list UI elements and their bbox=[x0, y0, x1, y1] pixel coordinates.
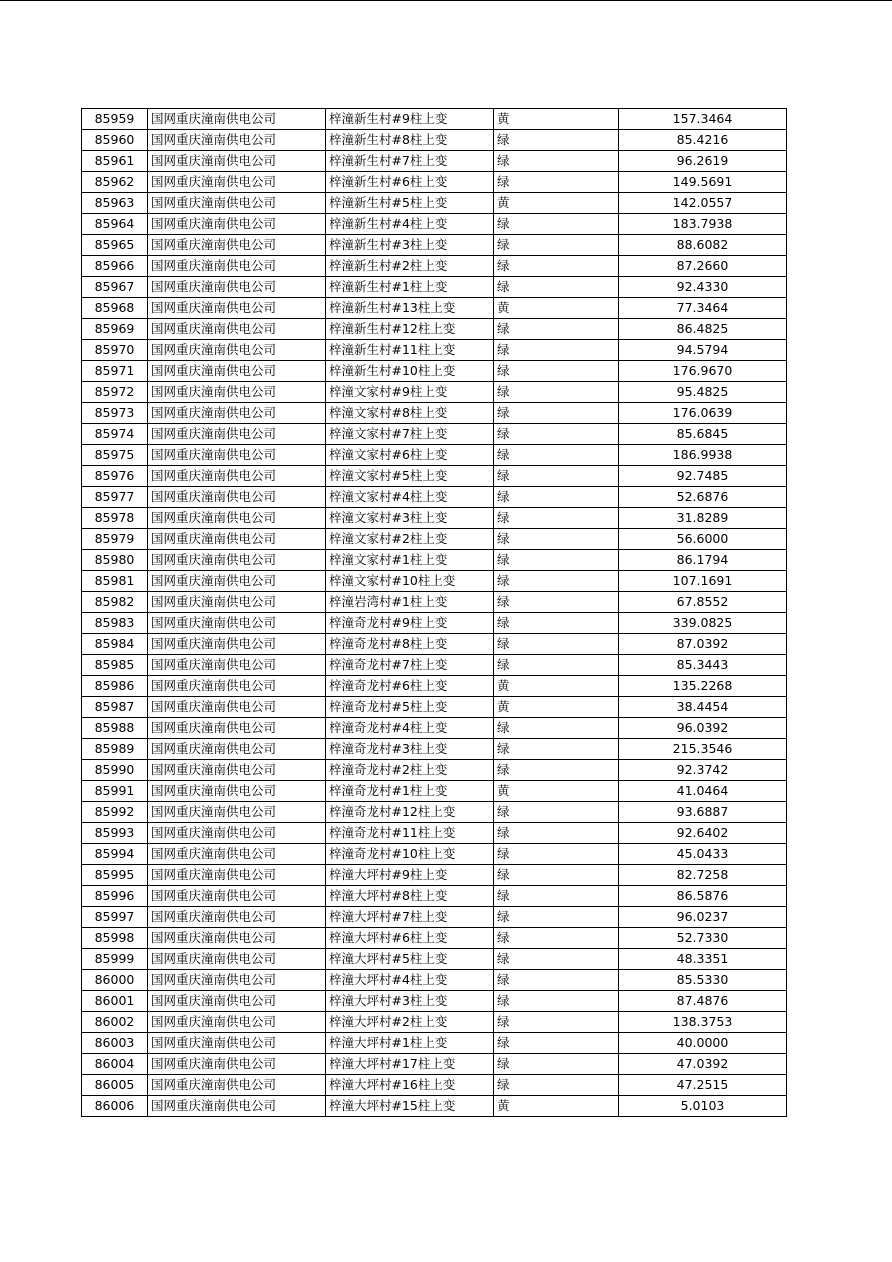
cell-status: 绿 bbox=[494, 550, 619, 571]
table-row bbox=[82, 235, 787, 256]
cell-status: 绿 bbox=[494, 319, 619, 340]
cell-id: 86006 bbox=[82, 1096, 148, 1117]
cell-transformer-name: 梓潼文家村#10柱上变 bbox=[326, 571, 494, 592]
table-row bbox=[82, 844, 787, 865]
cell-transformer-name: 梓潼文家村#8柱上变 bbox=[326, 403, 494, 424]
cell-value: 45.0433 bbox=[619, 844, 787, 865]
cell-id: 85961 bbox=[82, 151, 148, 172]
cell-org: 国网重庆潼南供电公司 bbox=[148, 865, 326, 886]
cell-org: 国网重庆潼南供电公司 bbox=[148, 319, 326, 340]
cell-id: 85982 bbox=[82, 592, 148, 613]
cell-transformer-name: 梓潼新生村#1柱上变 bbox=[326, 277, 494, 298]
cell-org: 国网重庆潼南供电公司 bbox=[148, 886, 326, 907]
cell-org: 国网重庆潼南供电公司 bbox=[148, 571, 326, 592]
cell-value: 149.5691 bbox=[619, 172, 787, 193]
cell-status: 绿 bbox=[494, 592, 619, 613]
cell-value: 92.4330 bbox=[619, 277, 787, 298]
cell-status: 绿 bbox=[494, 214, 619, 235]
cell-transformer-name: 梓潼文家村#9柱上变 bbox=[326, 382, 494, 403]
cell-transformer-name: 梓潼新生村#9柱上变 bbox=[326, 109, 494, 130]
cell-id: 86002 bbox=[82, 1012, 148, 1033]
cell-org: 国网重庆潼南供电公司 bbox=[148, 991, 326, 1012]
cell-id: 85994 bbox=[82, 844, 148, 865]
table-row bbox=[82, 151, 787, 172]
cell-org: 国网重庆潼南供电公司 bbox=[148, 655, 326, 676]
cell-value: 92.3742 bbox=[619, 760, 787, 781]
cell-id: 85976 bbox=[82, 466, 148, 487]
cell-value: 94.5794 bbox=[619, 340, 787, 361]
cell-transformer-name: 梓潼奇龙村#1柱上变 bbox=[326, 781, 494, 802]
cell-org: 国网重庆潼南供电公司 bbox=[148, 529, 326, 550]
cell-transformer-name: 梓潼新生村#5柱上变 bbox=[326, 193, 494, 214]
cell-transformer-name: 梓潼奇龙村#10柱上变 bbox=[326, 844, 494, 865]
cell-transformer-name: 梓潼文家村#3柱上变 bbox=[326, 508, 494, 529]
cell-value: 85.3443 bbox=[619, 655, 787, 676]
table-row bbox=[82, 277, 787, 298]
table-row bbox=[82, 718, 787, 739]
cell-status: 绿 bbox=[494, 823, 619, 844]
cell-status: 绿 bbox=[494, 445, 619, 466]
cell-status: 绿 bbox=[494, 865, 619, 886]
cell-transformer-name: 梓潼奇龙村#4柱上变 bbox=[326, 718, 494, 739]
cell-org: 国网重庆潼南供电公司 bbox=[148, 970, 326, 991]
cell-value: 40.0000 bbox=[619, 1033, 787, 1054]
cell-value: 135.2268 bbox=[619, 676, 787, 697]
cell-id: 85968 bbox=[82, 298, 148, 319]
cell-org: 国网重庆潼南供电公司 bbox=[148, 1012, 326, 1033]
cell-id: 85996 bbox=[82, 886, 148, 907]
cell-transformer-name: 梓潼大坪村#6柱上变 bbox=[326, 928, 494, 949]
cell-transformer-name: 梓潼文家村#4柱上变 bbox=[326, 487, 494, 508]
table-row bbox=[82, 172, 787, 193]
cell-id: 85993 bbox=[82, 823, 148, 844]
table-row bbox=[82, 109, 787, 130]
cell-transformer-name: 梓潼大坪村#17柱上变 bbox=[326, 1054, 494, 1075]
cell-transformer-name: 梓潼新生村#7柱上变 bbox=[326, 151, 494, 172]
cell-status: 绿 bbox=[494, 802, 619, 823]
table-row bbox=[82, 1012, 787, 1033]
cell-id: 85990 bbox=[82, 760, 148, 781]
table-row bbox=[82, 130, 787, 151]
cell-org: 国网重庆潼南供电公司 bbox=[148, 193, 326, 214]
table-row bbox=[82, 613, 787, 634]
cell-status: 黄 bbox=[494, 781, 619, 802]
cell-value: 85.6845 bbox=[619, 424, 787, 445]
cell-value: 142.0557 bbox=[619, 193, 787, 214]
cell-id: 85988 bbox=[82, 718, 148, 739]
cell-transformer-name: 梓潼新生村#2柱上变 bbox=[326, 256, 494, 277]
cell-status: 黄 bbox=[494, 697, 619, 718]
cell-transformer-name: 梓潼奇龙村#8柱上变 bbox=[326, 634, 494, 655]
table-row bbox=[82, 949, 787, 970]
cell-org: 国网重庆潼南供电公司 bbox=[148, 235, 326, 256]
cell-status: 绿 bbox=[494, 466, 619, 487]
cell-transformer-name: 梓潼文家村#1柱上变 bbox=[326, 550, 494, 571]
cell-id: 86005 bbox=[82, 1075, 148, 1096]
table-row bbox=[82, 403, 787, 424]
table-row bbox=[82, 487, 787, 508]
cell-value: 88.6082 bbox=[619, 235, 787, 256]
cell-id: 85999 bbox=[82, 949, 148, 970]
table-row bbox=[82, 1054, 787, 1075]
cell-value: 52.6876 bbox=[619, 487, 787, 508]
cell-transformer-name: 梓潼文家村#7柱上变 bbox=[326, 424, 494, 445]
table-row bbox=[82, 802, 787, 823]
cell-org: 国网重庆潼南供电公司 bbox=[148, 1075, 326, 1096]
cell-status: 绿 bbox=[494, 235, 619, 256]
cell-transformer-name: 梓潼文家村#2柱上变 bbox=[326, 529, 494, 550]
cell-value: 56.6000 bbox=[619, 529, 787, 550]
cell-id: 85966 bbox=[82, 256, 148, 277]
cell-status: 绿 bbox=[494, 970, 619, 991]
table-row bbox=[82, 382, 787, 403]
cell-id: 85963 bbox=[82, 193, 148, 214]
table-row bbox=[82, 445, 787, 466]
cell-value: 86.4825 bbox=[619, 319, 787, 340]
cell-org: 国网重庆潼南供电公司 bbox=[148, 109, 326, 130]
cell-org: 国网重庆潼南供电公司 bbox=[148, 613, 326, 634]
table-row bbox=[82, 1075, 787, 1096]
cell-id: 85998 bbox=[82, 928, 148, 949]
table-row bbox=[82, 340, 787, 361]
cell-org: 国网重庆潼南供电公司 bbox=[148, 277, 326, 298]
cell-org: 国网重庆潼南供电公司 bbox=[148, 550, 326, 571]
cell-status: 绿 bbox=[494, 529, 619, 550]
cell-value: 186.9938 bbox=[619, 445, 787, 466]
cell-org: 国网重庆潼南供电公司 bbox=[148, 1033, 326, 1054]
cell-transformer-name: 梓潼新生村#8柱上变 bbox=[326, 130, 494, 151]
cell-transformer-name: 梓潼新生村#11柱上变 bbox=[326, 340, 494, 361]
cell-status: 绿 bbox=[494, 718, 619, 739]
cell-status: 绿 bbox=[494, 760, 619, 781]
cell-org: 国网重庆潼南供电公司 bbox=[148, 907, 326, 928]
cell-value: 82.7258 bbox=[619, 865, 787, 886]
table-row bbox=[82, 424, 787, 445]
cell-value: 138.3753 bbox=[619, 1012, 787, 1033]
cell-org: 国网重庆潼南供电公司 bbox=[148, 508, 326, 529]
table-row bbox=[82, 676, 787, 697]
cell-status: 绿 bbox=[494, 256, 619, 277]
cell-org: 国网重庆潼南供电公司 bbox=[148, 466, 326, 487]
cell-value: 47.0392 bbox=[619, 1054, 787, 1075]
cell-status: 绿 bbox=[494, 886, 619, 907]
table-body bbox=[82, 109, 787, 1117]
cell-id: 85977 bbox=[82, 487, 148, 508]
table-row bbox=[82, 361, 787, 382]
cell-org: 国网重庆潼南供电公司 bbox=[148, 151, 326, 172]
table-row bbox=[82, 739, 787, 760]
cell-org: 国网重庆潼南供电公司 bbox=[148, 697, 326, 718]
table-row bbox=[82, 928, 787, 949]
cell-id: 85986 bbox=[82, 676, 148, 697]
cell-value: 339.0825 bbox=[619, 613, 787, 634]
table-row bbox=[82, 886, 787, 907]
cell-transformer-name: 梓潼大坪村#4柱上变 bbox=[326, 970, 494, 991]
cell-org: 国网重庆潼南供电公司 bbox=[148, 739, 326, 760]
cell-id: 86003 bbox=[82, 1033, 148, 1054]
cell-transformer-name: 梓潼大坪村#15柱上变 bbox=[326, 1096, 494, 1117]
cell-status: 绿 bbox=[494, 1075, 619, 1096]
cell-status: 绿 bbox=[494, 1054, 619, 1075]
cell-status: 绿 bbox=[494, 172, 619, 193]
cell-status: 绿 bbox=[494, 949, 619, 970]
cell-value: 96.0237 bbox=[619, 907, 787, 928]
cell-org: 国网重庆潼南供电公司 bbox=[148, 361, 326, 382]
cell-transformer-name: 梓潼岩湾村#1柱上变 bbox=[326, 592, 494, 613]
cell-org: 国网重庆潼南供电公司 bbox=[148, 802, 326, 823]
cell-org: 国网重庆潼南供电公司 bbox=[148, 823, 326, 844]
cell-status: 绿 bbox=[494, 424, 619, 445]
cell-status: 绿 bbox=[494, 844, 619, 865]
cell-value: 5.0103 bbox=[619, 1096, 787, 1117]
table-row bbox=[82, 1033, 787, 1054]
cell-status: 绿 bbox=[494, 382, 619, 403]
cell-id: 85975 bbox=[82, 445, 148, 466]
cell-id: 85971 bbox=[82, 361, 148, 382]
cell-status: 绿 bbox=[494, 1033, 619, 1054]
cell-value: 95.4825 bbox=[619, 382, 787, 403]
cell-value: 48.3351 bbox=[619, 949, 787, 970]
cell-transformer-name: 梓潼大坪村#8柱上变 bbox=[326, 886, 494, 907]
cell-transformer-name: 梓潼新生村#13柱上变 bbox=[326, 298, 494, 319]
cell-status: 黄 bbox=[494, 109, 619, 130]
cell-status: 绿 bbox=[494, 508, 619, 529]
cell-transformer-name: 梓潼文家村#5柱上变 bbox=[326, 466, 494, 487]
cell-org: 国网重庆潼南供电公司 bbox=[148, 844, 326, 865]
cell-org: 国网重庆潼南供电公司 bbox=[148, 718, 326, 739]
cell-org: 国网重庆潼南供电公司 bbox=[148, 340, 326, 361]
cell-transformer-name: 梓潼奇龙村#2柱上变 bbox=[326, 760, 494, 781]
cell-id: 85987 bbox=[82, 697, 148, 718]
cell-id: 85997 bbox=[82, 907, 148, 928]
cell-status: 绿 bbox=[494, 340, 619, 361]
cell-status: 绿 bbox=[494, 613, 619, 634]
cell-value: 47.2515 bbox=[619, 1075, 787, 1096]
table-row bbox=[82, 655, 787, 676]
cell-org: 国网重庆潼南供电公司 bbox=[148, 760, 326, 781]
cell-id: 85978 bbox=[82, 508, 148, 529]
cell-value: 67.8552 bbox=[619, 592, 787, 613]
cell-id: 86001 bbox=[82, 991, 148, 1012]
cell-value: 87.2660 bbox=[619, 256, 787, 277]
cell-value: 107.1691 bbox=[619, 571, 787, 592]
cell-value: 215.3546 bbox=[619, 739, 787, 760]
cell-transformer-name: 梓潼大坪村#16柱上变 bbox=[326, 1075, 494, 1096]
cell-org: 国网重庆潼南供电公司 bbox=[148, 928, 326, 949]
cell-status: 绿 bbox=[494, 403, 619, 424]
cell-value: 77.3464 bbox=[619, 298, 787, 319]
cell-value: 38.4454 bbox=[619, 697, 787, 718]
cell-org: 国网重庆潼南供电公司 bbox=[148, 382, 326, 403]
cell-transformer-name: 梓潼奇龙村#6柱上变 bbox=[326, 676, 494, 697]
cell-org: 国网重庆潼南供电公司 bbox=[148, 1096, 326, 1117]
cell-id: 85984 bbox=[82, 634, 148, 655]
cell-value: 41.0464 bbox=[619, 781, 787, 802]
cell-transformer-name: 梓潼大坪村#1柱上变 bbox=[326, 1033, 494, 1054]
cell-org: 国网重庆潼南供电公司 bbox=[148, 256, 326, 277]
cell-value: 86.5876 bbox=[619, 886, 787, 907]
cell-transformer-name: 梓潼大坪村#9柱上变 bbox=[326, 865, 494, 886]
cell-status: 黄 bbox=[494, 193, 619, 214]
table-row bbox=[82, 991, 787, 1012]
cell-value: 92.6402 bbox=[619, 823, 787, 844]
cell-id: 85985 bbox=[82, 655, 148, 676]
cell-status: 黄 bbox=[494, 1096, 619, 1117]
cell-org: 国网重庆潼南供电公司 bbox=[148, 592, 326, 613]
cell-id: 85970 bbox=[82, 340, 148, 361]
cell-id: 85973 bbox=[82, 403, 148, 424]
cell-transformer-name: 梓潼奇龙村#11柱上变 bbox=[326, 823, 494, 844]
cell-id: 85969 bbox=[82, 319, 148, 340]
cell-transformer-name: 梓潼新生村#12柱上变 bbox=[326, 319, 494, 340]
table-row bbox=[82, 214, 787, 235]
cell-transformer-name: 梓潼文家村#6柱上变 bbox=[326, 445, 494, 466]
cell-status: 黄 bbox=[494, 298, 619, 319]
page-top-rule bbox=[0, 0, 892, 1]
cell-value: 31.8289 bbox=[619, 508, 787, 529]
cell-status: 绿 bbox=[494, 130, 619, 151]
cell-transformer-name: 梓潼新生村#10柱上变 bbox=[326, 361, 494, 382]
cell-transformer-name: 梓潼奇龙村#12柱上变 bbox=[326, 802, 494, 823]
cell-value: 176.9670 bbox=[619, 361, 787, 382]
cell-id: 85991 bbox=[82, 781, 148, 802]
table-row bbox=[82, 634, 787, 655]
cell-id: 86004 bbox=[82, 1054, 148, 1075]
cell-org: 国网重庆潼南供电公司 bbox=[148, 1054, 326, 1075]
cell-status: 绿 bbox=[494, 928, 619, 949]
table-row bbox=[82, 697, 787, 718]
cell-value: 87.4876 bbox=[619, 991, 787, 1012]
cell-org: 国网重庆潼南供电公司 bbox=[148, 781, 326, 802]
cell-status: 绿 bbox=[494, 739, 619, 760]
cell-id: 85965 bbox=[82, 235, 148, 256]
cell-value: 52.7330 bbox=[619, 928, 787, 949]
cell-org: 国网重庆潼南供电公司 bbox=[148, 172, 326, 193]
table-row bbox=[82, 256, 787, 277]
cell-org: 国网重庆潼南供电公司 bbox=[148, 403, 326, 424]
table-row bbox=[82, 781, 787, 802]
cell-status: 绿 bbox=[494, 907, 619, 928]
cell-org: 国网重庆潼南供电公司 bbox=[148, 130, 326, 151]
cell-id: 85980 bbox=[82, 550, 148, 571]
cell-value: 176.0639 bbox=[619, 403, 787, 424]
cell-id: 85995 bbox=[82, 865, 148, 886]
table-row bbox=[82, 466, 787, 487]
cell-org: 国网重庆潼南供电公司 bbox=[148, 949, 326, 970]
cell-status: 绿 bbox=[494, 991, 619, 1012]
cell-org: 国网重庆潼南供电公司 bbox=[148, 634, 326, 655]
cell-transformer-name: 梓潼新生村#6柱上变 bbox=[326, 172, 494, 193]
cell-id: 85972 bbox=[82, 382, 148, 403]
cell-transformer-name: 梓潼大坪村#5柱上变 bbox=[326, 949, 494, 970]
cell-id: 85981 bbox=[82, 571, 148, 592]
cell-id: 85989 bbox=[82, 739, 148, 760]
cell-id: 85962 bbox=[82, 172, 148, 193]
cell-status: 绿 bbox=[494, 361, 619, 382]
table-row bbox=[82, 193, 787, 214]
cell-value: 92.7485 bbox=[619, 466, 787, 487]
data-table bbox=[81, 108, 787, 1117]
table-row bbox=[82, 529, 787, 550]
cell-value: 85.5330 bbox=[619, 970, 787, 991]
cell-value: 86.1794 bbox=[619, 550, 787, 571]
cell-org: 国网重庆潼南供电公司 bbox=[148, 298, 326, 319]
cell-value: 87.0392 bbox=[619, 634, 787, 655]
cell-org: 国网重庆潼南供电公司 bbox=[148, 487, 326, 508]
cell-value: 93.6887 bbox=[619, 802, 787, 823]
cell-transformer-name: 梓潼奇龙村#9柱上变 bbox=[326, 613, 494, 634]
cell-id: 85964 bbox=[82, 214, 148, 235]
table-row bbox=[82, 1096, 787, 1117]
cell-id: 86000 bbox=[82, 970, 148, 991]
cell-status: 绿 bbox=[494, 277, 619, 298]
cell-org: 国网重庆潼南供电公司 bbox=[148, 445, 326, 466]
cell-id: 85992 bbox=[82, 802, 148, 823]
table-row bbox=[82, 571, 787, 592]
cell-transformer-name: 梓潼大坪村#3柱上变 bbox=[326, 991, 494, 1012]
table-row bbox=[82, 508, 787, 529]
cell-org: 国网重庆潼南供电公司 bbox=[148, 424, 326, 445]
cell-value: 157.3464 bbox=[619, 109, 787, 130]
cell-status: 绿 bbox=[494, 571, 619, 592]
table-row bbox=[82, 592, 787, 613]
table-row bbox=[82, 970, 787, 991]
cell-status: 绿 bbox=[494, 655, 619, 676]
cell-transformer-name: 梓潼奇龙村#3柱上变 bbox=[326, 739, 494, 760]
table-row bbox=[82, 760, 787, 781]
cell-org: 国网重庆潼南供电公司 bbox=[148, 214, 326, 235]
cell-value: 96.0392 bbox=[619, 718, 787, 739]
cell-id: 85979 bbox=[82, 529, 148, 550]
cell-id: 85967 bbox=[82, 277, 148, 298]
cell-transformer-name: 梓潼大坪村#2柱上变 bbox=[326, 1012, 494, 1033]
cell-value: 183.7938 bbox=[619, 214, 787, 235]
cell-id: 85960 bbox=[82, 130, 148, 151]
cell-transformer-name: 梓潼新生村#4柱上变 bbox=[326, 214, 494, 235]
cell-status: 绿 bbox=[494, 1012, 619, 1033]
cell-transformer-name: 梓潼奇龙村#7柱上变 bbox=[326, 655, 494, 676]
cell-value: 85.4216 bbox=[619, 130, 787, 151]
table-row bbox=[82, 319, 787, 340]
cell-status: 绿 bbox=[494, 634, 619, 655]
table-row bbox=[82, 865, 787, 886]
cell-status: 绿 bbox=[494, 487, 619, 508]
cell-id: 85974 bbox=[82, 424, 148, 445]
table-row bbox=[82, 907, 787, 928]
cell-value: 96.2619 bbox=[619, 151, 787, 172]
cell-status: 黄 bbox=[494, 676, 619, 697]
cell-transformer-name: 梓潼奇龙村#5柱上变 bbox=[326, 697, 494, 718]
table-row bbox=[82, 823, 787, 844]
cell-transformer-name: 梓潼新生村#3柱上变 bbox=[326, 235, 494, 256]
cell-status: 绿 bbox=[494, 151, 619, 172]
cell-id: 85959 bbox=[82, 109, 148, 130]
table-row bbox=[82, 298, 787, 319]
cell-org: 国网重庆潼南供电公司 bbox=[148, 676, 326, 697]
cell-transformer-name: 梓潼大坪村#7柱上变 bbox=[326, 907, 494, 928]
table-row bbox=[82, 550, 787, 571]
cell-id: 85983 bbox=[82, 613, 148, 634]
